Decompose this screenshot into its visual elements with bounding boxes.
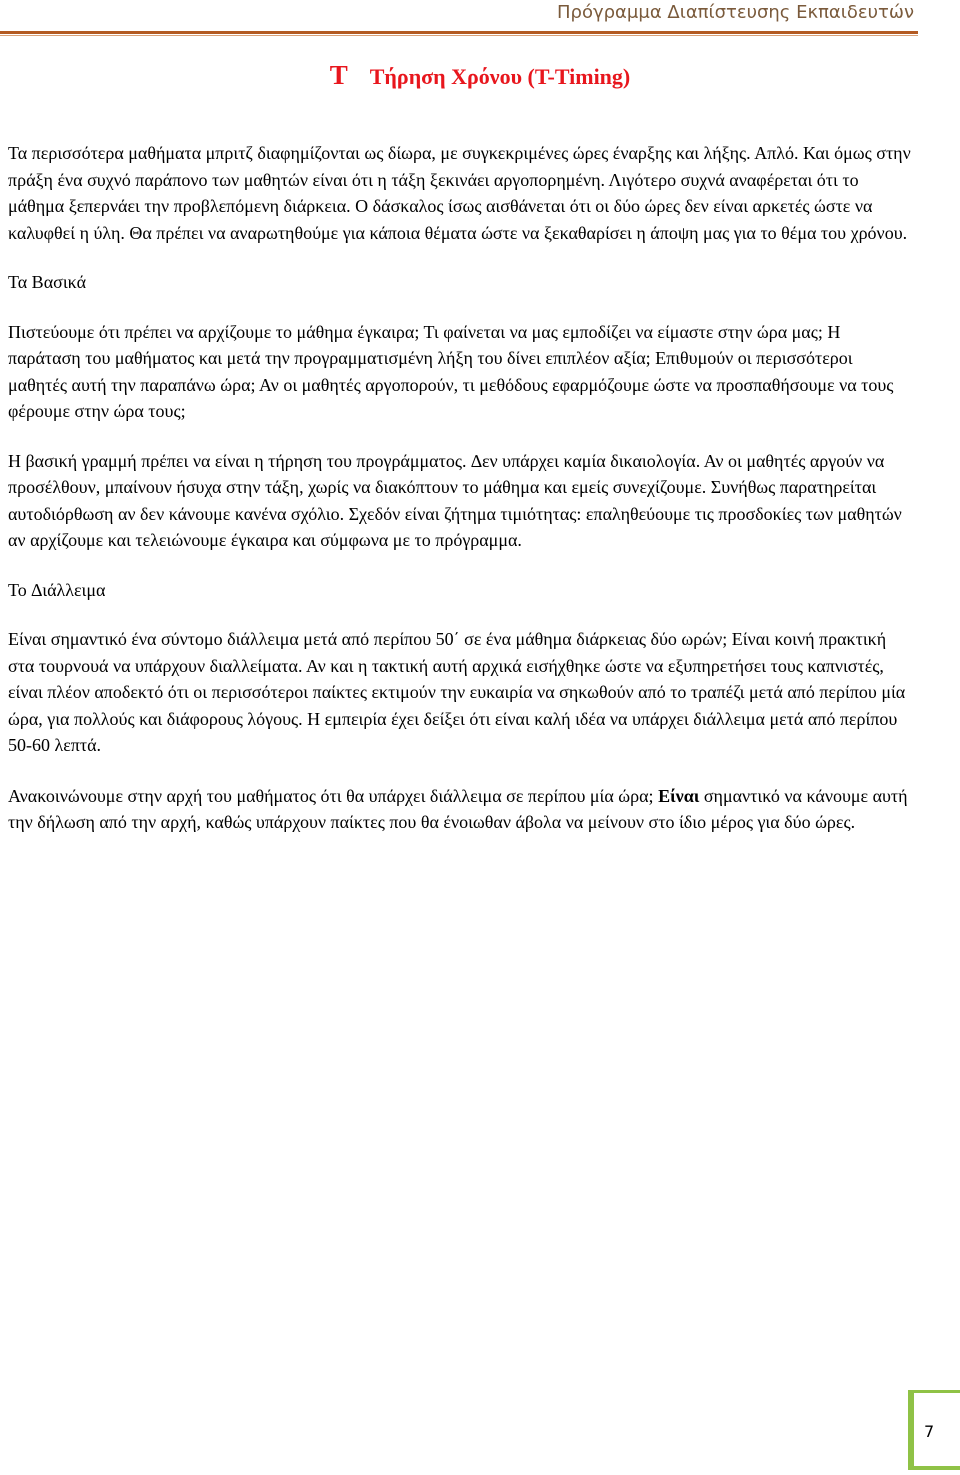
header-rule xyxy=(0,31,918,34)
body-text xyxy=(8,140,913,859)
header-rule-thin xyxy=(0,35,918,36)
page-header xyxy=(0,0,960,34)
subheading-break: Το ∆ιάλλειμα xyxy=(8,579,106,600)
paragraph-break: Είναι σημαντικό ένα σύντομο διάλλειμα μετά από περίπου 50΄ σε ένα μάθημα διάρκειας δύο ωρών; Είναι κοινή πρακτική στα τουρνουά να υπάρχουν διαλλείματα. Αν και η τακτική αυτή αρχικά εισήχθηκε ώστε να εξυπηρετήσει τους καπνιστές, είναι πλέον αποδεκτό ότι οι περισσότεροι παίκτες εκτιμούν την ευκαιρία να σηκωθούν από το τραπέζι μετά από περίπου μία ώρα, για πολλούς και διάφορους λόγους. Η εμπειρία έχει δείξει ότι είναι καλή ιδέα να υπάρχει διάλλειμα μετά από περίπου 50-60 λεπτά. xyxy=(8,629,906,755)
page-number-box-bottom-border xyxy=(908,1466,960,1470)
page-number: 7 xyxy=(924,1422,935,1441)
paragraph-announce-start: Ανακοινώνουμε στην αρχή του μαθήματος ότι θα υπάρχει διάλλειμα σε περίπου μία ώρα; xyxy=(8,785,659,806)
header-title: Πρόγραμμα Διαπίστευσης Εκπαιδευτών xyxy=(557,2,914,23)
paragraph-announce-end: σημαντικό να κάνουμε αυτή την δήλωση από την αρχή, καθώς υπάρχουν παίκτες που θα ένοιωθαν άβολα να μείνουν στο ίδιο μέρος για δύο ώρες. xyxy=(8,785,908,832)
page-number-box-left-border xyxy=(908,1390,914,1470)
paragraph-intro: Τα περισσότερα μαθήματα μπριτζ διαφημίζονται ως δίωρα, με συγκεκριμένες ώρες έναρξης και λήξης. Απλό. Και όμως στην πράξη ένα συχνό παράπονο των μαθητών είναι ότι η τάξη ξεκινάει αργοπορημένη. Λιγότερο συχνά αναφέρεται ότι το μάθημα ξεπερνάει την προβλεπόμενη διάρκεια. Ο δάσκαλος ίσως αισθάνεται ότι οι δύο ώρες δεν είναι αρκετές ώστε να καλυφθεί η ύλη. Θα πρέπει να αναρωτηθούμε για κάποια θέματα ώστε να ξεκαθαρίσει η άποψη μας για το θέμα του χρόνου. xyxy=(8,143,911,243)
page-number-box-top-border xyxy=(908,1390,960,1393)
page-number-box xyxy=(908,1390,960,1475)
heading-text: Τήρηση Χρόνου (T-Timing) xyxy=(369,64,631,89)
paragraph-announce xyxy=(8,783,913,836)
paragraph-baseline: Η βασική γραμμή πρέπει να είναι η τήρηση του προγράμματος. ∆εν υπάρχει καμία δικαιολογία. Αν οι μαθητές αργούν να προσέλθουν, μπαίνουν ήσυχα στην τάξη, χωρίς να διακόπτουν το μάθημα και εμείς συνεχίζουμε. Συνήθως παρατηρείται αυτοδιόρθωση αν δεν κάνουμε κανένα σχόλιο. Σχεδόν είναι ζήτημα τιμιότητας: επαληθεύουμε τις προσδοκίες των μαθητών αν αρχίζουμε και τελειώνουμε έγκαιρα και σύμφωνα με το πρόγραμμα. xyxy=(8,450,902,550)
section-heading xyxy=(0,60,960,91)
paragraph-announce-bold: Είναι xyxy=(658,785,700,806)
heading-letter: T xyxy=(329,60,348,90)
subheading-basics: Τα Βασικά xyxy=(8,272,87,292)
paragraph-basics-questions: Πιστεύουμε ότι πρέπει να αρχίζουμε το μάθημα έγκαιρα; Τι φαίνεται να μας εμποδίζει να είμαστε στην ώρα μας; Η παράταση του μαθήματος και μετά την προγραμματισμένη λήξη του δίνει επιπλέον αξία; Επιθυμούν οι περισσότεροι μαθητές αυτή την παραπάνω ώρα; Αν οι μαθητές αργοπορούν, τι μεθόδους εφαρμόζουμε ώστε να προσπαθήσουμε να τους φέρουμε στην ώρα τους; xyxy=(8,321,894,421)
